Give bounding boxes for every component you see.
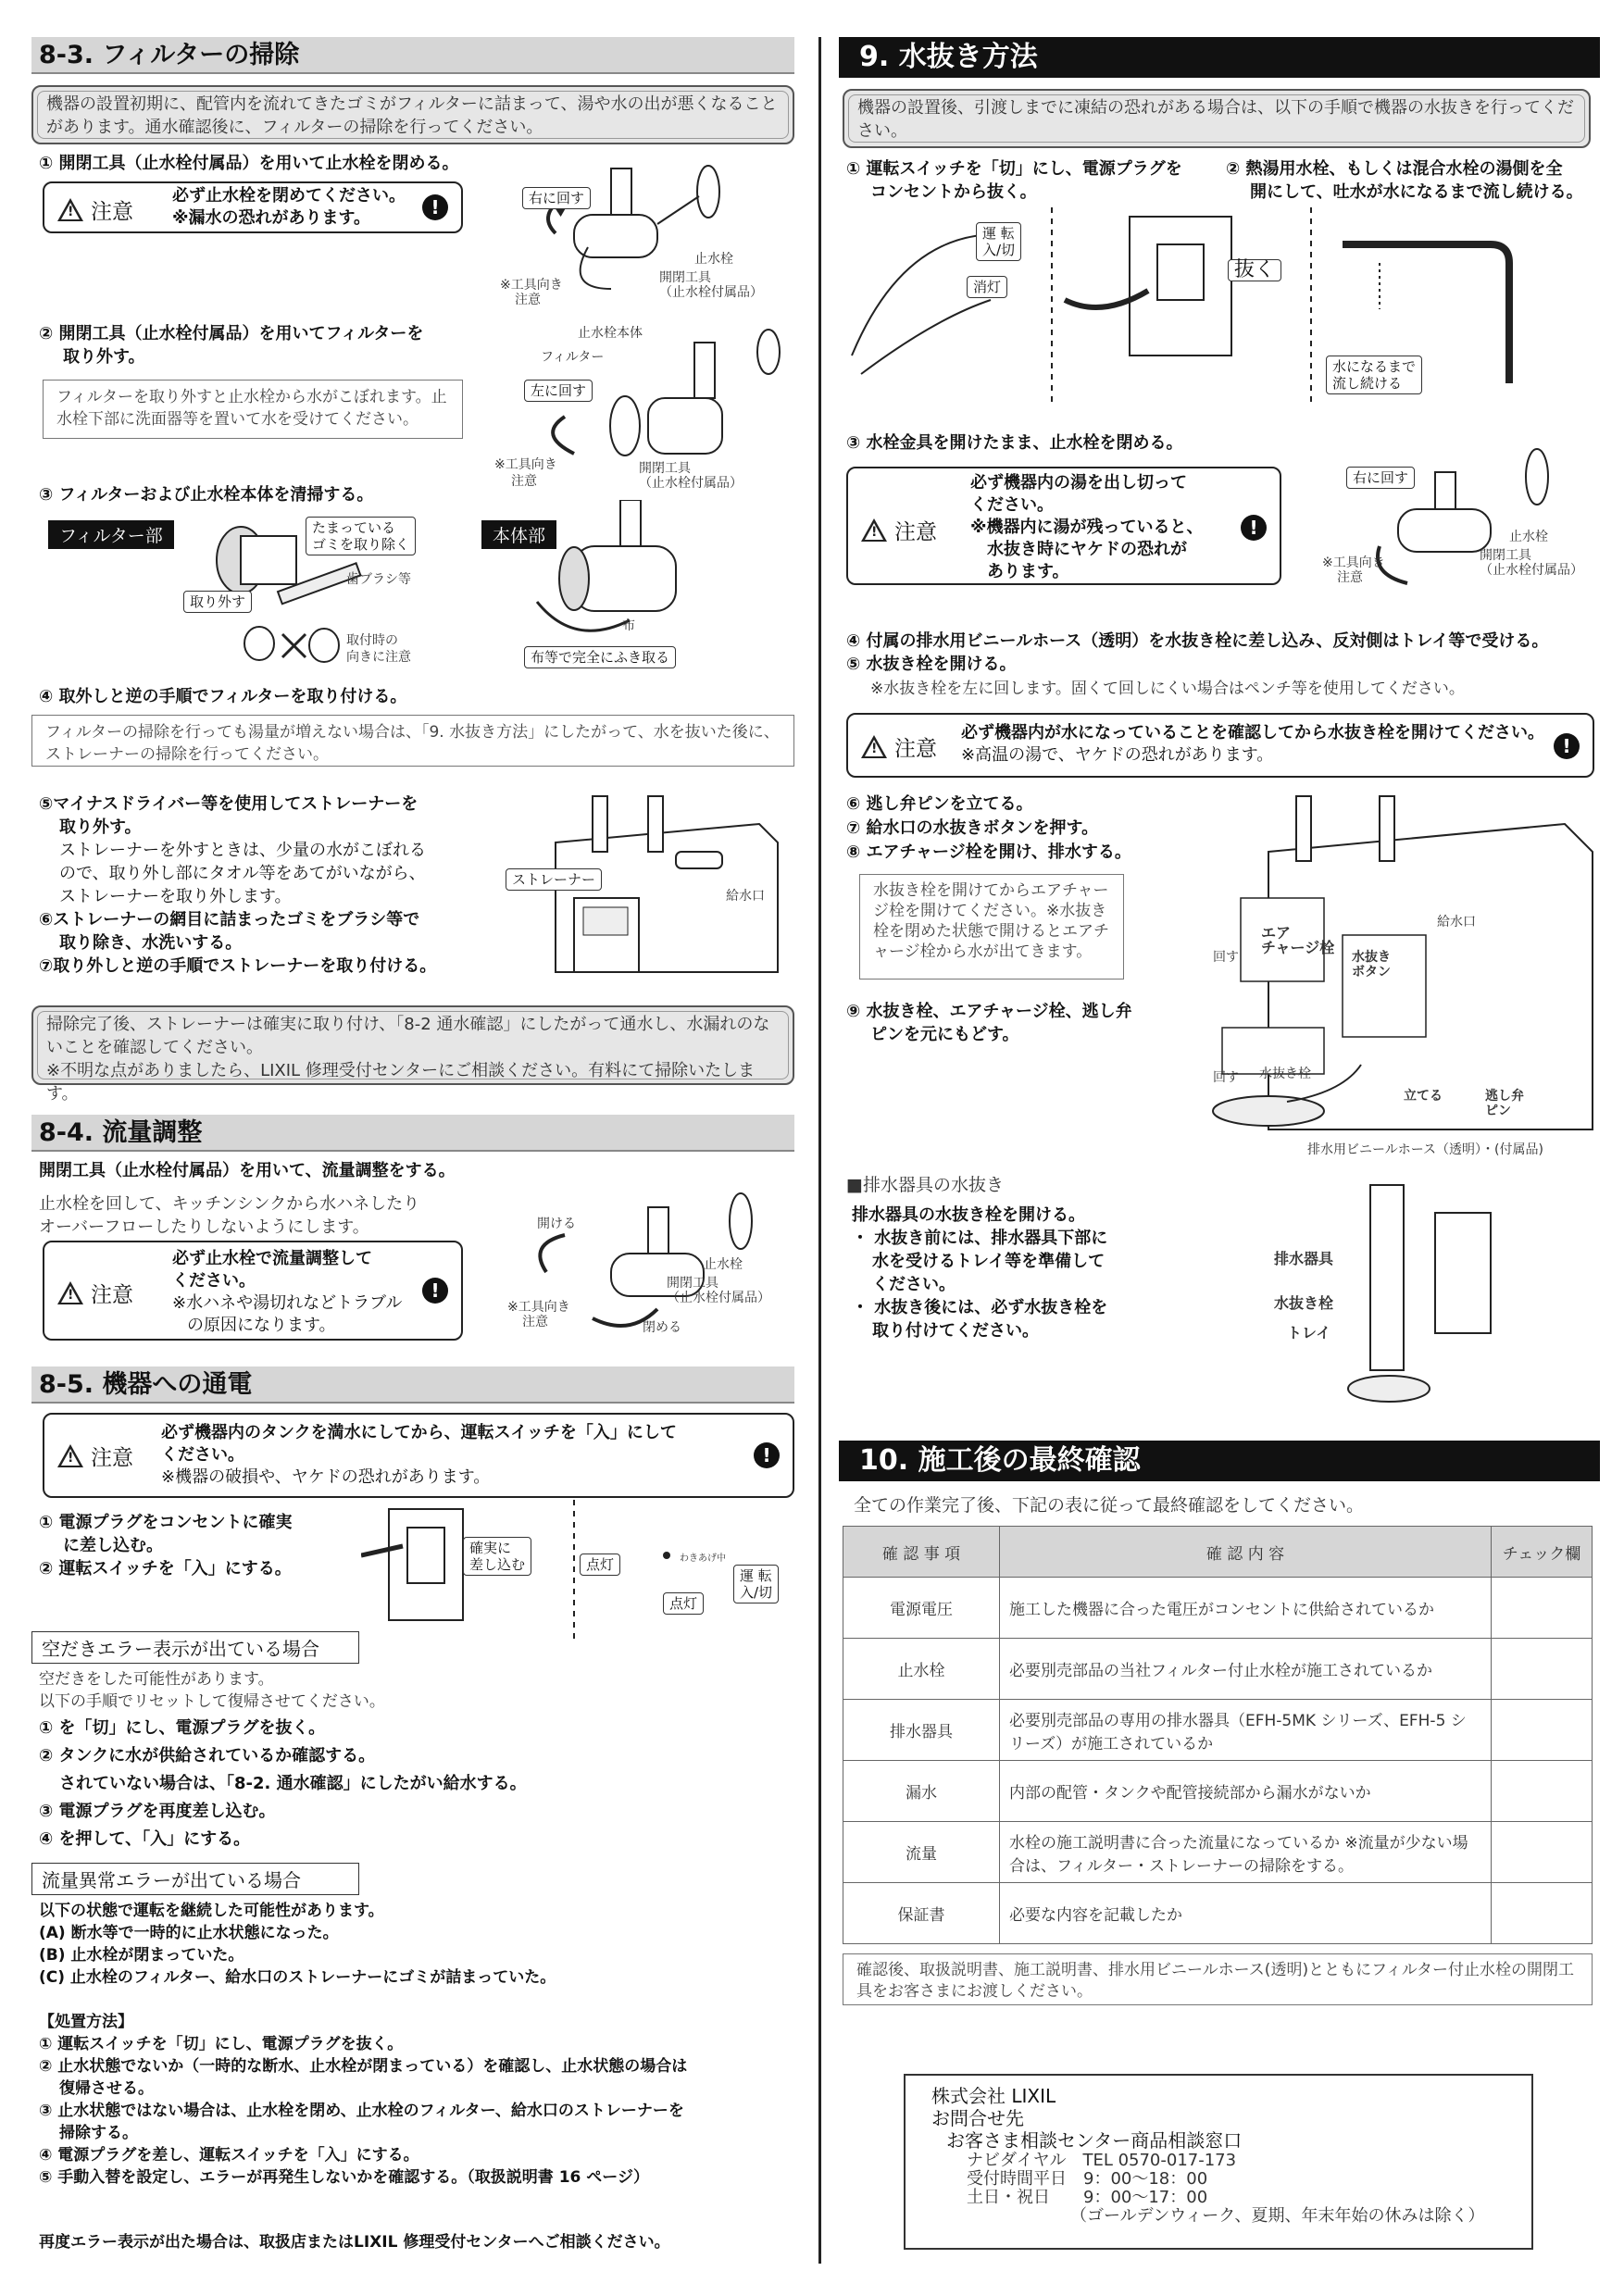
plug-label: 確実に 差し込む <box>463 1537 531 1576</box>
step-5-8-3: ⑤マイナスドライバー等を使用してストレーナーを 取り外す。 ストレーナーを外すときは、少量の水がこぼれる ので、取り外し部にタオル等をあてがいながら、 ストレーナーを取り外します。 ⑥ストレーナーの網目に詰まったゴミをブラシ等で 取り除き、水洗いする。 ⑦取り外しと逆の手順でストレーナーを取り付ける。 <box>39 794 437 976</box>
step-4-9: ④ 付属の排水用ビニールホース（透明）を水抜き栓に差し込み、反対側はトレイ等で受ける。 ⑤ 水抜き栓を開ける。 <box>846 631 1549 674</box>
caution-text-8-5: 必ず機器内のタンクを満水にしてから、運転スイッチを「入」にして ください。 ※機器の破損や、ヤケドの恐れがあります。 <box>161 1423 677 1487</box>
section-10-footer: 確認後、取扱説明書、施工説明書、排水用ビニールホース(透明)とともにフィルター付止水栓の開閉工具をお客さまにお渡しください。 <box>843 1953 1593 2005</box>
stand-label: 立てる <box>1404 1089 1443 1104</box>
tool-dir-label-9: ※工具向き <box>1322 555 1385 570</box>
table-row: 電源電圧 施工した機器に合った電圧がコンセントに供給されているか <box>843 1578 1593 1639</box>
unplug-illustration <box>843 207 1602 402</box>
step-1-8-3: ① 開閉工具（止水栓付属品）を用いて止水栓を閉める。 <box>39 154 459 173</box>
contact-hours-weekend: 土日・祝日 9：00～17：00 <box>967 2188 1208 2207</box>
caution-box-9-5 <box>846 713 1594 778</box>
strainer-label: ストレーナー <box>506 868 602 891</box>
drain-plug-label-2: 水抜き栓 <box>1274 1294 1334 1312</box>
turn-right-label: 右に回す <box>522 187 591 209</box>
tool-dir-label-84: ※工具向き <box>507 1300 570 1315</box>
step-3-9: ③ 水栓金具を開けたまま、止水栓を閉める。 <box>846 433 1183 453</box>
section-8-5-title: 8-5. 機器への通電 <box>31 1366 794 1404</box>
section-10-intro: 全ての作業完了後、下記の表に従って最終確認をしてください。 <box>854 1495 1365 1516</box>
stop-valve-label: 止水栓 <box>694 252 733 267</box>
contact-hours-weekday: 受付時間平日 9：00～18：00 <box>967 2169 1208 2189</box>
check-cell[interactable] <box>1492 1700 1593 1761</box>
step-9-9: ⑨ 水抜き栓、エアチャージ栓、逃し弁 ピンを元にもどす。 <box>846 1002 1132 1044</box>
drainware-title: ■排水器具の水抜き <box>846 1175 1004 1195</box>
hose-label: 排水用ビニールホース（透明）・(付属品) <box>1307 1142 1543 1157</box>
filter-label: フィルター <box>541 350 605 365</box>
turn-label-1: 回す <box>1213 950 1239 965</box>
caution-box-9-3 <box>846 467 1281 585</box>
tool-sub-label: （止水栓付属品） <box>659 285 763 300</box>
tool-dir-label-2: ※工具向き <box>494 457 557 472</box>
check-cell[interactable] <box>1492 1578 1593 1639</box>
drain-unit-illustration <box>1194 787 1602 1157</box>
remove-label: 取り外す <box>183 591 252 613</box>
center-name: お客さま相談センター商品相談窓口 <box>946 2129 1243 2152</box>
wakiage-label: わきあげ中 <box>680 1554 726 1564</box>
warning-icon <box>57 198 83 221</box>
pull-label: 抜く <box>1228 259 1281 281</box>
section-10-title: 10. 施工後の最終確認 <box>839 1441 1600 1481</box>
tool-sub-label-9: （止水栓付属品） <box>1480 563 1583 578</box>
dry-fire-desc: 空だきをした可能性があります。 以下の手順でリセットして復帰させてください。 <box>39 1670 385 1711</box>
company-name: 株式会社 LIXIL <box>931 2085 1056 2107</box>
column-divider <box>818 37 821 2264</box>
gomi-label: たまっている ゴミを取り除く <box>306 517 416 555</box>
intro-note-9: 機器の設置後、引渡しまでに凍結の恐れがある場合は、以下の手順で機器の水抜きを行ってください。 <box>843 89 1591 148</box>
step-4-8-3: ④ 取外しと逆の手順でフィルターを取り付ける。 <box>39 687 407 706</box>
lit-label-1: 点灯 <box>580 1554 620 1576</box>
flow-error-header: 流量異常エラーが出ている場合 <box>31 1863 359 1895</box>
exclamation-icon: ! <box>422 194 448 220</box>
switch-label-85: 運 転 入/切 <box>733 1565 779 1603</box>
intro-note-text: 機器の設置初期に、配管内を流れてきたゴミがフィルターに詰まって、湯や水の出が悪くなることがあります。通水確認後に、フィルターの掃除を行ってください。 <box>46 94 778 137</box>
switch-label-9: 運 転 入/切 <box>976 222 1021 261</box>
brush-label: 歯ブラシ等 <box>346 572 411 587</box>
section-9-title: 9. 水抜き方法 <box>839 37 1600 78</box>
step-3-8-3: ③ フィルターおよび止水栓本体を清掃する。 <box>39 485 374 505</box>
inlet-label: 給水口 <box>726 889 765 904</box>
tool-dir-note: 注意 <box>515 293 541 307</box>
step-5-note: ※水抜き栓を左に回します。固くて回しにくい場合はペンチ等を使用してください。 <box>870 680 1465 698</box>
turn-right-label-9: 右に回す <box>1346 467 1415 489</box>
caution-box-1 <box>43 181 463 233</box>
tool-label-2: 開閉工具 <box>639 461 691 476</box>
warning-icon <box>861 518 887 542</box>
close-label: 閉める <box>643 1320 681 1335</box>
exclamation-icon: ! <box>1554 733 1580 759</box>
warning-icon <box>57 1281 83 1304</box>
tool-dir-note-2: 注意 <box>511 474 537 489</box>
tool-label-9: 開閉工具 <box>1480 548 1531 563</box>
caution-text-9-5: 必ず機器内が水になっていることを確認してから水抜き栓を開けてください。 ※高温の湯で、ヤケドの恐れがあります。 <box>961 723 1544 765</box>
drainware-step: 排水器具の水抜き栓を開ける。 ・ 水抜き前には、排水器具下部に 水を受けるトレイ等を準備して ください。 ・ 水抜き後には、必ず水抜き栓を 取り付けてください。 <box>852 1205 1108 1341</box>
flow-error-procedure: 【処置方法】 ① 運転スイッチを「切」にし、電源プラグを抜く。 ② 止水状態でないか（一時的な断水、止水栓が閉まっている）を確認し、止水状態の場合は 復帰させる。 ③ 止水状態ではない場合は、止水栓を閉め、止水栓のフィルター、給水口のストレーナーを 掃除する。 ④ 電源プラグを差し、運転スイッチを「入」にする。 ⑤ 手動入替を設定し、エラーが再発生しないかを確認する。（取扱説明書 16 ページ） <box>39 2013 688 2187</box>
caution-text: 必ず止水栓を閉めてください。 ※漏水の恐れがあります。 <box>172 186 406 228</box>
body-part-label: 本体部 <box>481 520 556 549</box>
inquiry-label: お問合せ先 <box>931 2107 1024 2129</box>
tool-dir-note-9: 注意 <box>1337 570 1363 585</box>
tool-dir-label: ※工具向き <box>500 278 563 293</box>
tool-sub-label-2: （止水栓付属品） <box>639 476 743 491</box>
caution-text-8-4: 必ず止水栓で流量調整して ください。 ※水ハネや湯切れなどトラブル の原因になります。 <box>172 1249 403 1335</box>
dry-fire-steps: ① を「切」にし、電源プラグを抜く。 ② タンクに水が供給されているか確認する。 されていない場合は、「8-2. 通水確認」にしたがい給水する。 ③ 電源プラグを再度差し込む。 ④ を押して、「入」にする。 <box>39 1718 527 1849</box>
exclamation-icon: ! <box>1241 515 1267 541</box>
open-label: 開ける <box>537 1217 576 1231</box>
drain-button-label: 水抜き ボタン <box>1352 950 1391 980</box>
section-8-4-title: 8-4. 流量調整 <box>31 1115 794 1152</box>
tool-dir-note-84: 注意 <box>522 1315 548 1329</box>
drain-device-illustration <box>1296 1176 1555 1416</box>
step-4-note-box: フィルターの掃除を行っても湯量が増えない場合は、「9. 水抜き方法」にしたがって、水を抜いた後に、ストレーナーの掃除を行ってください。 <box>31 715 794 767</box>
check-cell[interactable] <box>1492 1822 1593 1883</box>
contact-tel: ナビダイヤル TEL 0570-017-173 <box>967 2151 1237 2170</box>
relief-label: 逃し弁 ピン <box>1485 1089 1524 1118</box>
caution-box-8-5 <box>43 1413 794 1498</box>
step-1-9: ① 運転スイッチを「切」にし、電源プラグを コンセントから抜く。 <box>846 159 1182 202</box>
turn-left-label: 左に回す <box>524 380 593 402</box>
caution-label-8-4: ! 注意 <box>57 1278 133 1308</box>
final-note-8-3: 掃除完了後、ストレーナーは確実に取り付け、「8-2 通水確認」にしたがって通水し、水漏れのないことを確認してください。 ※不明な点がありましたら、LIXIL 修理受付センターにご相談ください。有料にて掃除いたします。 <box>31 1005 794 1085</box>
caution-label-8-5: ! 注意 <box>57 1441 133 1471</box>
flow-error-causes: 以下の状態で運転を継続した可能性があります。 (A) 断水等で一時的に止水状態になった。 (B) 止水栓が閉まっていた。 (C) 止水栓のフィルター、給水口のストレーナーにゴミが詰まっていた。 <box>39 1902 556 1987</box>
table-row: 排水器具 必要別売部品の専用の排水器具（EFH-5MK シリーズ、EFH-5 シリーズ）が施工されているか <box>843 1700 1593 1761</box>
cloth-label: 布 <box>622 618 635 633</box>
wipe-label: 布等で完全にふき取る <box>524 646 676 668</box>
valve-body-label: 止水栓本体 <box>578 326 643 341</box>
flow-label: 水になるまで 流し続ける <box>1326 356 1422 394</box>
dry-fire-header: 空だきエラー表示が出ている場合 <box>31 1631 359 1664</box>
exclamation-icon: ! <box>754 1442 780 1468</box>
caution-box-8-4 <box>43 1241 463 1341</box>
warning-icon <box>861 735 887 758</box>
col-header-item: 確 認 事 項 <box>843 1527 1000 1578</box>
drain-device-label: 排水器具 <box>1274 1250 1334 1267</box>
tray-label: トレイ <box>1287 1324 1331 1341</box>
attach-label-b: 向きに注意 <box>346 650 411 665</box>
caution-label-9-5: ! 注意 <box>861 731 937 762</box>
warning-icon <box>57 1444 83 1467</box>
table-header-row <box>843 1527 1593 1578</box>
step-2-9: ② 熱湯用水栓、もしくは混合水栓の湯側を全 開にして、吐水が水になるまで流し続ける。 <box>1226 159 1583 202</box>
col-header-check: チェック欄 <box>1492 1527 1593 1578</box>
stop-valve-label-84: 止水栓 <box>704 1257 743 1272</box>
intro-note-8-3 <box>31 85 794 144</box>
step-1-8-5: ① 電源プラグをコンセントに確実 に差し込む。 ② 運転スイッチを「入」にする。 <box>39 1513 293 1578</box>
caution-text-9-3: 必ず機器内の湯を出し切って ください。 ※機器内に湯が残っていると、 水抜き時にヤケドの恐れが あります。 <box>970 473 1204 581</box>
contact-box <box>904 2074 1533 2250</box>
filter-part-label: フィルター部 <box>48 520 174 549</box>
tool-sub-label-84: （止水栓付属品） <box>667 1291 770 1305</box>
attach-label-a: 取付時の <box>346 633 398 648</box>
step-8-note-box: 水抜き栓を開けてからエアチャージ栓を開けてください。※水抜き栓を閉めた状態で開けるとエアチャージ栓から水が出てきます。 <box>859 874 1124 980</box>
again-note: 再度エラー表示が出た場合は、取扱店またはLIXIL 修理受付センターへご相談ください。 <box>39 2233 670 2252</box>
col-header-content: 確 認 内 容 <box>1000 1527 1492 1578</box>
caution-label-9: ! 注意 <box>861 515 937 545</box>
check-cell[interactable] <box>1492 1639 1593 1700</box>
step-2-8-3: ② 開閉工具（止水栓付属品）を用いてフィルターを 取り外す。 <box>39 324 424 367</box>
step-2-note-box: フィルターを取り外すと止水栓から水がこぼれます。止水栓下部に洗面器等を置いて水を受けてください。 <box>43 380 463 439</box>
stop-valve-label-9: 止水栓 <box>1509 530 1548 544</box>
table-row: 漏水 内部の配管・タンクや配管接続部から漏水がないか <box>843 1761 1593 1822</box>
table-row: 止水栓 必要別売部品の当社フィルター付止水栓が施工されているか <box>843 1639 1593 1700</box>
contact-holidays: （ゴールデンウィーク、夏期、年末年始の休みは除く） <box>1070 2206 1485 2226</box>
caution-label: ! 注意 <box>57 194 133 225</box>
desc-8-4: 止水栓を回して、キッチンシンクから水ハネしたり オーバーフローしたりしないようにします。 <box>39 1194 420 1237</box>
check-cell[interactable] <box>1492 1761 1593 1822</box>
steps-6-8-9: ⑥ 逃し弁ピンを立てる。 ⑦ 給水口の水抜きボタンを押す。 ⑧ エアチャージ栓を開け、排水する。 <box>846 794 1131 862</box>
turn-label-2: 回す <box>1213 1070 1239 1085</box>
check-cell[interactable] <box>1492 1883 1593 1944</box>
table-row: 保証書 必要な内容を記載したか <box>843 1883 1593 1944</box>
air-label: エア チャージ栓 <box>1261 924 1335 956</box>
section-8-3-title: 8-3. フィルターの掃除 <box>31 37 794 74</box>
tool-label: 開閉工具 <box>659 270 711 285</box>
drain-plug-label: 水抜き栓 <box>1259 1067 1311 1081</box>
body-cleaning-illustration <box>518 500 704 667</box>
off-label: 消灯 <box>967 276 1007 298</box>
table-row: 流量 水栓の施工説明書に合った流量になっているか ※流量が少ない場合は、フィルター・ストレーナーの掃除をする。 <box>843 1822 1593 1883</box>
inlet-label-9: 給水口 <box>1437 915 1476 930</box>
lit-label-2: 点灯 <box>663 1592 704 1615</box>
exclamation-icon: ! <box>422 1278 448 1304</box>
tool-label-84: 開閉工具 <box>667 1276 718 1291</box>
final-check-table <box>843 1526 1593 1944</box>
step-8-4: 開閉工具（止水栓付属品）を用いて、流量調整をする。 <box>39 1161 456 1180</box>
